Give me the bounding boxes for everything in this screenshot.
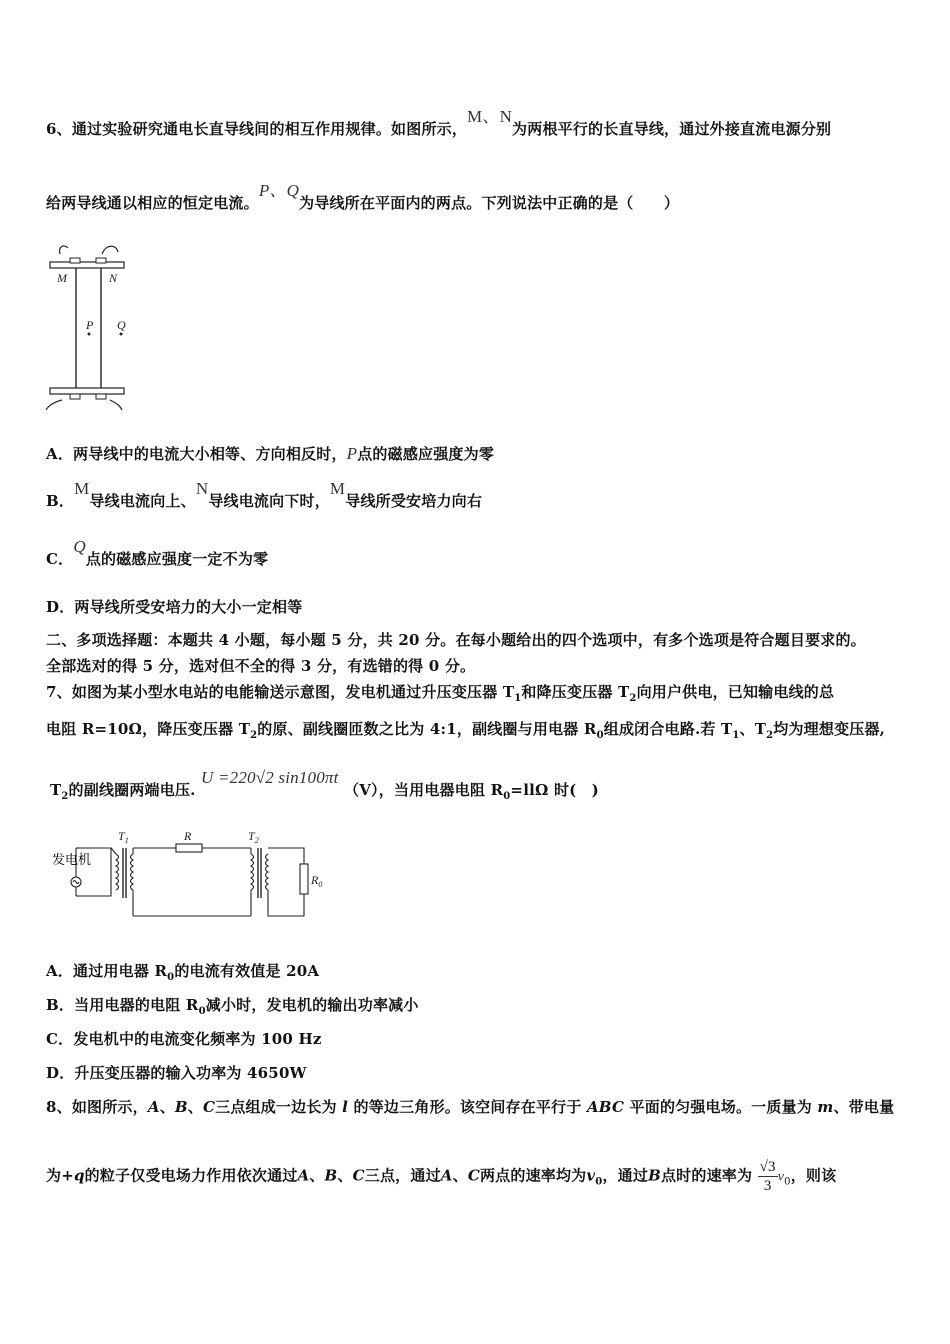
q6-pq: P、Q [258, 181, 300, 200]
q7-option-b: B．当用电器的电阻 $R_0$减小时，发电机的输出功率减小 [46, 996, 419, 1017]
section2-line2: 全部选对的得 5 分，选对但不全的得 3 分，有选错的得 0 分。 [46, 657, 476, 675]
q6-line2: 给两导线通以相应的恒定电流。P、Q为导线所在平面内的两点。下列说法中正确的是（ ） [46, 181, 680, 212]
generator-label: 发电机 [52, 853, 92, 868]
label-q: Q [117, 318, 126, 332]
q8-line1: 8、如图所示，A、B、C三点组成一边长为 l 的等边三角形。该空间存在平行于 ABC 平面的匀强电场。一质量为 m、带电量 [46, 1098, 895, 1116]
q6-line1: 6、通过实验研究通电长直导线间的相互作用规律。如图所示，M、N为两根平行的长直导线，通过外接直流电源分别 [46, 107, 832, 138]
q7-line3: $T_2$的副线圈两端电压. U =220√2 sin100πt （V），当用电器电阻 $R_0=ll\Omega$ 时( ) [50, 768, 599, 802]
q7-circuit-figure [46, 826, 336, 920]
label-m: M [57, 271, 67, 285]
q7-option-c: C．发电机中的电流变化频率为 100 Hz [46, 1030, 322, 1048]
q6-option-c: C．Q点的磁感应强度一定不为零 [46, 537, 269, 568]
q8-fraction: $\frac{√3}{3}$ [759, 1159, 776, 1194]
q7-option-d: D．升压变压器的输入功率为 4650W [46, 1064, 307, 1082]
q7-voltage-formula: U =220√2 sin100πt [201, 768, 339, 787]
label-t1: $T_1$ [118, 829, 129, 845]
label-r: R [184, 829, 192, 843]
q6-option-b: B．M导线电流向上、N导线电流向下时，M导线所受安培力向右 [46, 479, 483, 510]
q6-mn: M、N [467, 107, 513, 126]
section2-line1: 二、多项选择题：本题共 4 小题，每小题 5 分，共 20 分。在每小题给出的四个选项中，有多个选项是符合题目要求的。 [46, 631, 866, 649]
q6-wires-figure [40, 240, 140, 415]
q8-line2: 为+q的粒子仅受电场力作用依次通过A、B、C三点，通过A、C两点的速率均为$v_0$，通过B点时的速率为 $\frac{√3}{3}$ $v_0$，则该 [46, 1159, 837, 1194]
label-t2: $T_2$ [248, 829, 259, 845]
label-p: P [86, 318, 94, 332]
q7-line2: 电阻 R=10Ω，降压变压器 $T_2$的原、副线圈匝数之比为 4:1，副线圈与用电器 $R_0$组成闭合电路.若 $T_1$、$T_2$均为理想变压器, [46, 720, 886, 741]
label-n: N [109, 271, 118, 285]
q6-option-d: D．两导线所受安培力的大小一定相等 [46, 598, 303, 616]
q6-option-a: A．两导线中的电流大小相等、方向相反时，P点的磁感应强度为零 [46, 444, 495, 463]
q7-line1: 7、如图为某小型水电站的电能输送示意图，发电机通过升压变压器 $T_1$和降压变压器 $T_2$向用户供电，已知输电线的总 [46, 683, 835, 704]
label-r0: $R_0$ [311, 873, 323, 889]
q7-option-a: A．通过用电器 $R_0$的电流有效值是 20A [46, 962, 320, 983]
